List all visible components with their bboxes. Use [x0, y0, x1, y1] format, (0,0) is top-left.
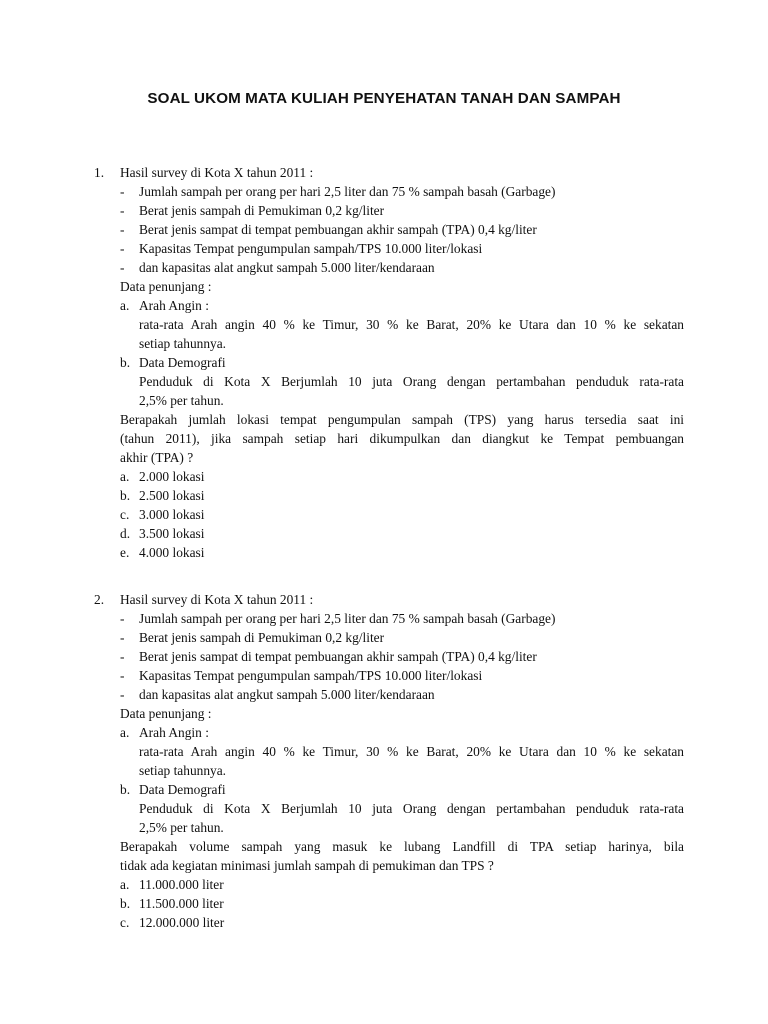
bullet-dash: -	[120, 260, 125, 275]
demo-text: Penduduk di Kota X Berjumlah 10 juta Orang dengan pertambahan penduduk rata-rata	[139, 374, 684, 389]
wind-marker: a.	[120, 725, 130, 740]
demo-text-cont: 2,5% per tahun.	[139, 820, 224, 835]
option-text: 3.500 lokasi	[139, 526, 205, 541]
fact-item: Kapasitas Tempat pengumpulan sampah/TPS 10.000 liter/lokasi	[139, 241, 483, 256]
wind-text: rata-rata Arah angin 40 % ke Timur, 30 % ke Barat, 20% ke Utara dan 10 % ke sekatan	[139, 744, 684, 759]
demo-label: Data Demografi	[139, 355, 226, 370]
demo-text-cont: 2,5% per tahun.	[139, 393, 224, 408]
fact-item: Kapasitas Tempat pengumpulan sampah/TPS 10.000 liter/lokasi	[139, 668, 483, 683]
question-text: Berapakah jumlah lokasi tempat pengumpulan sampah (TPS) yang harus tersedia saat ini	[120, 412, 684, 427]
bullet-dash: -	[120, 630, 125, 645]
question-text: akhir (TPA) ?	[120, 450, 194, 465]
option-marker: a.	[120, 469, 130, 484]
bullet-dash: -	[120, 649, 125, 664]
support-label: Data penunjang :	[120, 706, 212, 721]
option-text: 2.500 lokasi	[139, 488, 205, 503]
support-label: Data penunjang :	[120, 279, 212, 294]
bullet-dash: -	[120, 611, 125, 626]
question-text: Berapakah volume sampah yang masuk ke lubang Landfill di TPA setiap harinya, bila	[120, 839, 684, 854]
option-text: 11.500.000 liter	[139, 896, 224, 911]
option-marker: b.	[120, 896, 131, 911]
option-marker: d.	[120, 526, 131, 541]
fact-item: Berat jenis sampat di tempat pembuangan akhir sampah (TPA) 0,4 kg/liter	[139, 649, 537, 664]
demo-text: Penduduk di Kota X Berjumlah 10 juta Orang dengan pertambahan penduduk rata-rata	[139, 801, 684, 816]
bullet-dash: -	[120, 222, 125, 237]
option-text: 12.000.000 liter	[139, 915, 225, 930]
wind-marker: a.	[120, 298, 130, 313]
option-text: 4.000 lokasi	[139, 545, 205, 560]
question-text: tidak ada kegiatan minimasi jumlah sampah di pemukiman dan TPS ?	[120, 858, 494, 873]
bullet-dash: -	[120, 687, 125, 702]
demo-label: Data Demografi	[139, 782, 226, 797]
question-number: 2.	[94, 592, 105, 607]
option-text: 2.000 lokasi	[139, 469, 205, 484]
option-text: 3.000 lokasi	[139, 507, 205, 522]
option-marker: c.	[120, 915, 130, 930]
demo-marker: b.	[120, 782, 131, 797]
fact-item: dan kapasitas alat angkut sampah 5.000 liter/kendaraan	[139, 260, 435, 275]
question-intro: Hasil survey di Kota X tahun 2011 :	[120, 165, 314, 180]
question-intro: Hasil survey di Kota X tahun 2011 :	[120, 592, 314, 607]
fact-item: Jumlah sampah per orang per hari 2,5 liter dan 75 % sampah basah (Garbage)	[139, 184, 556, 199]
bullet-dash: -	[120, 203, 125, 218]
demo-marker: b.	[120, 355, 131, 370]
fact-item: Jumlah sampah per orang per hari 2,5 liter dan 75 % sampah basah (Garbage)	[139, 611, 556, 626]
page-title: SOAL UKOM MATA KULIAH PENYEHATAN TANAH DAN SAMPAH	[147, 90, 621, 107]
option-marker: b.	[120, 488, 131, 503]
fact-item: Berat jenis sampah di Pemukiman 0,2 kg/liter	[139, 630, 385, 645]
bullet-dash: -	[120, 184, 125, 199]
wind-label: Arah Angin :	[139, 725, 209, 740]
option-marker: c.	[120, 507, 130, 522]
wind-text: rata-rata Arah angin 40 % ke Timur, 30 % ke Barat, 20% ke Utara dan 10 % ke sekatan	[139, 317, 684, 332]
fact-item: Berat jenis sampat di tempat pembuangan akhir sampah (TPA) 0,4 kg/liter	[139, 222, 537, 237]
option-text: 11.000.000 liter	[139, 877, 224, 892]
fact-item: dan kapasitas alat angkut sampah 5.000 liter/kendaraan	[139, 687, 435, 702]
wind-label: Arah Angin :	[139, 298, 209, 313]
bullet-dash: -	[120, 668, 125, 683]
option-marker: a.	[120, 877, 130, 892]
wind-text-cont: setiap tahunnya.	[139, 336, 227, 351]
question-number: 1.	[94, 165, 105, 180]
option-marker: e.	[120, 545, 130, 560]
fact-item: Berat jenis sampah di Pemukiman 0,2 kg/liter	[139, 203, 385, 218]
bullet-dash: -	[120, 241, 125, 256]
wind-text-cont: setiap tahunnya.	[139, 763, 227, 778]
question-text: (tahun 2011), jika sampah setiap hari dikumpulkan dan diangkut ke Tempat pembuangan	[120, 431, 684, 446]
